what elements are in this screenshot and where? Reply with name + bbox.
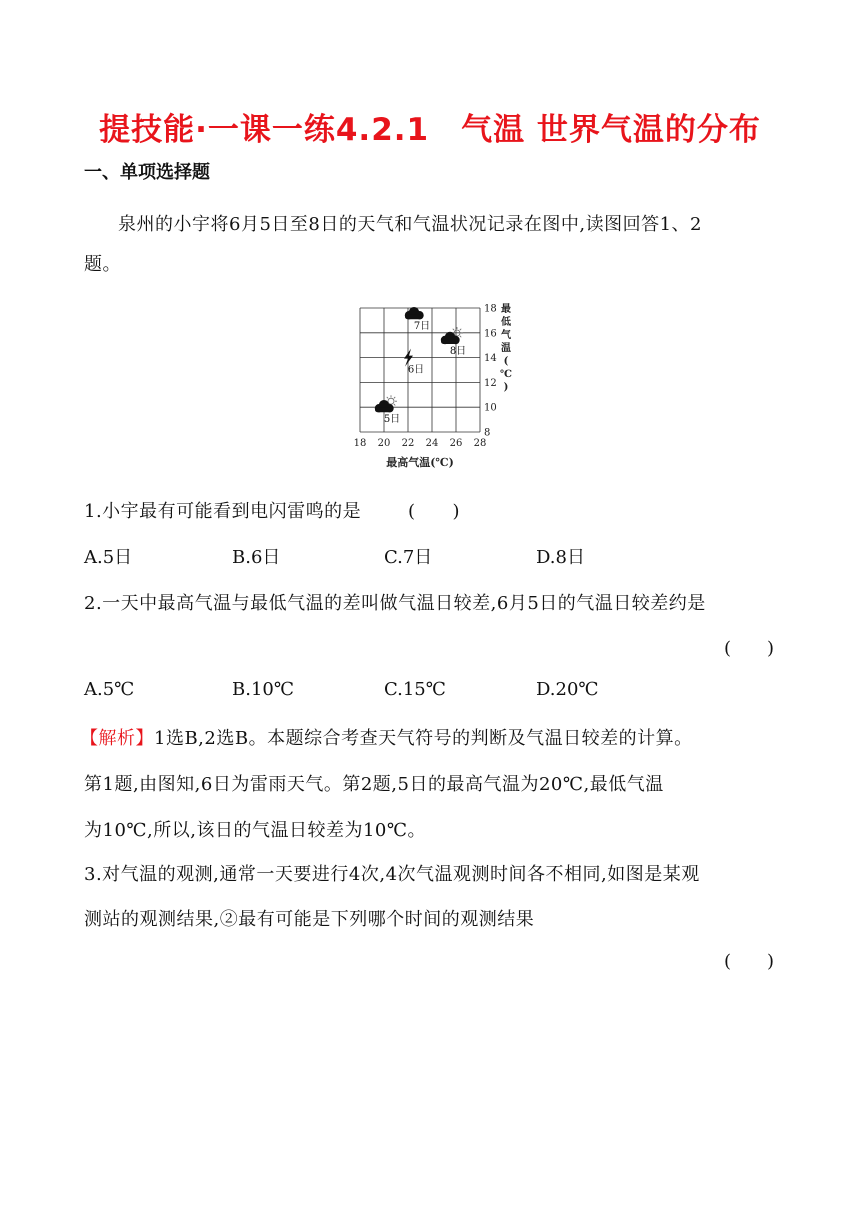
q1-stem: 1.小宇最有可能看到电闪雷鸣的是 [84,501,362,522]
analysis-line-3: 为10℃,所以,该日的气温日较差为10℃。 [84,820,427,841]
q1-option-a: A.5日 [84,547,133,568]
weather-temperature-chart [340,296,520,476]
y-axis-label-char: ( [503,356,509,367]
point-label: 6日 [407,364,425,376]
y-tick-label: 8 [484,427,491,439]
q1-option-b: B.6日 [232,547,281,568]
q1-paren: ( ) [408,501,461,522]
analysis-line-1 [80,724,693,750]
y-tick-label: 12 [484,377,497,389]
intro-line-2: 题。 [84,254,121,275]
section-heading: 一、单项选择题 [84,162,210,183]
analysis-tag: 【解析】 [80,728,154,749]
y-tick-label: 14 [484,353,497,365]
q1-option-c: C.7日 [384,547,433,568]
data-point-cloudy-sun-icon [375,395,397,412]
point-label: 7日 [413,321,431,333]
y-axis-label [500,302,512,393]
q3-line-1: 3.对气温的观测,通常一天要进行4次,4次气温观测时间各不相同,如图是某观 [84,864,700,885]
q2-option-b: B.10℃ [232,679,294,700]
y-axis-label-char: 低 [501,317,511,328]
y-tick-label: 18 [484,303,497,315]
x-tick-label: 22 [401,438,415,449]
analysis-text-1: 1选B,2选B。本题综合考查天气符号的判断及气温日较差的计算。 [154,728,693,749]
y-axis-label-char: 最 [501,304,511,315]
x-tick-label: 20 [377,438,391,449]
x-axis-label: 最高气温(℃) [386,456,454,469]
q2-option-c: C.15℃ [384,679,446,700]
x-tick-label: 24 [425,438,439,449]
y-tick-label: 10 [484,402,497,414]
q1-option-d: D.8日 [536,547,585,568]
q3-paren: ( ) [723,951,774,972]
point-label: 5日 [383,414,401,426]
y-axis-label-char: ℃ [500,369,512,380]
q2-option-d: D.20℃ [536,679,599,700]
q2-option-a: A.5℃ [84,679,135,700]
q2-paren: ( ) [723,638,774,659]
page-title: 提技能·一课一练4.2.1 气温 世界气温的分布 [99,112,761,148]
x-tick-label: 26 [449,438,463,449]
point-label: 8日 [449,346,467,357]
q3-line-2: 测站的观测结果,②最有可能是下列哪个时间的观测结果 [84,909,535,930]
y-axis-label-char: ) [503,382,509,393]
y-axis-label-char: 气 [501,330,511,341]
q2-stem: 2.一天中最高气温与最低气温的差叫做气温日较差,6月5日的气温日较差约是 [84,593,706,614]
analysis-line-2: 第1题,由图知,6日为雷雨天气。第2题,5日的最高气温为20℃,最低气温 [84,774,664,795]
intro-line-1: 泉州的小宇将6月5日至8日的天气和气温状况记录在图中,读图回答1、2 [118,214,702,235]
y-axis-label-char: 温 [501,343,511,354]
x-tick-label: 28 [473,438,487,449]
x-tick-label: 18 [353,438,367,449]
y-tick-label: 16 [484,328,497,340]
data-point-cloudy-sun-icon [441,327,463,344]
